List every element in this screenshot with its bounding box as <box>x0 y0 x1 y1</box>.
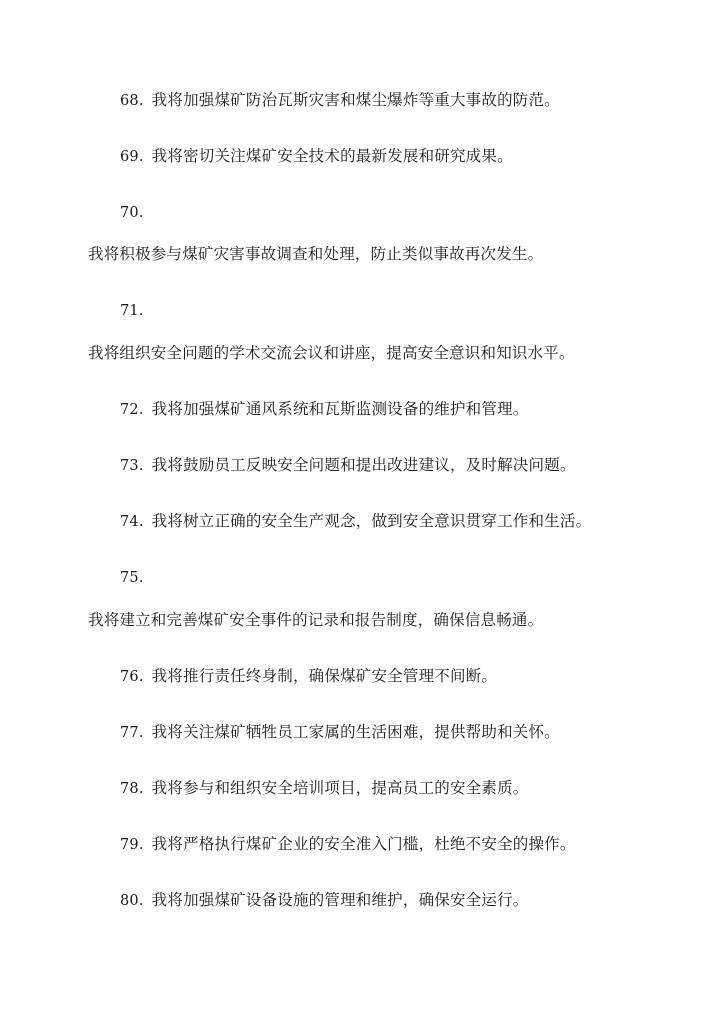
list-item-70-number <box>120 202 152 223</box>
list-item-69 <box>120 146 513 167</box>
list-item-74 <box>120 511 591 532</box>
item-number: 79. <box>120 837 144 853</box>
item-text: 我将严格执行煤矿企业的安全准入门槛，杜绝不安全的操作。 <box>151 835 576 853</box>
item-text: 我将树立正确的安全生产观念，做到安全意识贯穿工作和生活。 <box>151 512 592 530</box>
list-item-78 <box>120 778 528 799</box>
item-text: 我将参与和组织安全培训项目，提高员工的安全素质。 <box>151 779 529 797</box>
list-item-80 <box>120 890 528 911</box>
item-number: 80. <box>120 893 144 909</box>
list-item-75-number <box>120 567 152 588</box>
list-item-76 <box>120 666 497 687</box>
item-number: 74. <box>120 514 144 530</box>
item-number: 71. <box>120 303 144 319</box>
item-text: 我将建立和完善煤矿安全事件的记录和报告制度，确保信息畅通。 <box>88 611 544 629</box>
list-item-70-text <box>88 244 543 264</box>
item-text: 我将鼓励员工反映安全问题和提出改进建议，及时解决问题。 <box>151 456 576 474</box>
item-number: 69. <box>120 149 144 165</box>
list-item-71-number <box>120 300 152 321</box>
item-text: 我将加强煤矿通风系统和瓦斯监测设备的维护和管理。 <box>151 400 529 418</box>
item-number: 72. <box>120 402 144 418</box>
item-number: 78. <box>120 781 144 797</box>
item-text: 我将组织安全问题的学术交流会议和讲座，提高安全意识和知识水平。 <box>88 344 575 362</box>
item-text: 我将加强煤矿设备设施的管理和维护，确保安全运行。 <box>151 891 529 909</box>
item-number: 68. <box>120 93 144 109</box>
list-item-72 <box>120 399 528 420</box>
item-text: 我将推行责任终身制，确保煤矿安全管理不间断。 <box>151 667 498 685</box>
item-number: 77. <box>120 725 144 741</box>
item-number: 73. <box>120 458 144 474</box>
list-item-73 <box>120 455 576 476</box>
list-item-75-text <box>88 610 543 630</box>
item-text: 我将加强煤矿防治瓦斯灾害和煤尘爆炸等重大事故的防范。 <box>151 91 560 109</box>
list-item-79 <box>120 834 576 855</box>
item-number: 70. <box>120 205 144 221</box>
item-number: 75. <box>120 570 144 586</box>
item-number: 76. <box>120 669 144 685</box>
item-text: 我将密切关注煤矿安全技术的最新发展和研究成果。 <box>151 147 513 165</box>
list-item-77 <box>120 722 560 743</box>
list-item-71-text <box>88 343 575 363</box>
item-text: 我将积极参与煤矿灾害事故调查和处理，防止类似事故再次发生。 <box>88 245 544 263</box>
list-item-68 <box>120 90 560 111</box>
item-text: 我将关注煤矿牺牲员工家属的生活困难，提供帮助和关怀。 <box>151 723 560 741</box>
